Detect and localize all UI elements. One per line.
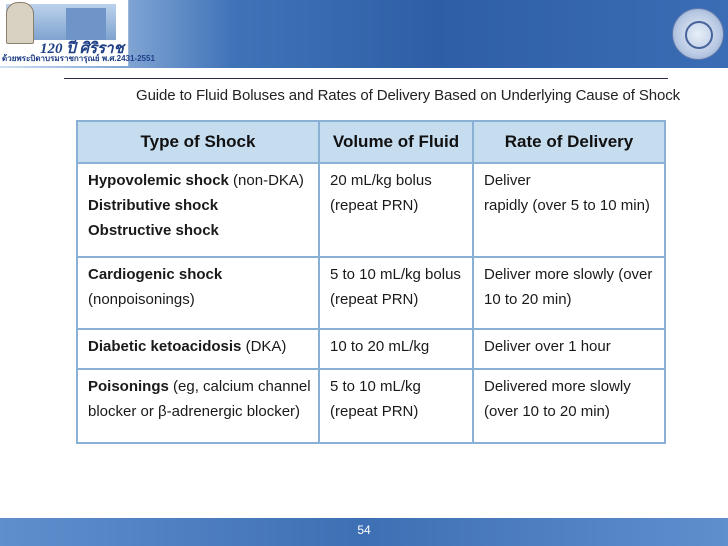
table-row bbox=[77, 369, 665, 443]
logo-subtitle-text: ด้วยพระบิดาบรมราชการุณย์ พ.ศ.2431-2551 bbox=[2, 54, 155, 63]
volume-cell: 5 to 10 mL/kg bolus (repeat PRN) bbox=[319, 257, 473, 329]
table-row bbox=[77, 329, 665, 369]
shock-fluid-table bbox=[76, 120, 666, 444]
rate-cell: Deliver over 1 hour bbox=[473, 329, 665, 369]
footer-bar bbox=[0, 518, 728, 546]
type-cell: Diabetic ketoacidosis (DKA) bbox=[77, 329, 319, 369]
type-cell: Cardiogenic shock (nonpoisonings) bbox=[77, 257, 319, 329]
header-bar bbox=[0, 0, 728, 68]
founder-portrait-image bbox=[6, 2, 34, 44]
header-type-of-shock: Type of Shock bbox=[77, 121, 319, 163]
table-header-row bbox=[77, 121, 665, 163]
volume-cell: 20 mL/kg bolus (repeat PRN) bbox=[319, 163, 473, 257]
volume-cell: 10 to 20 mL/kg bbox=[319, 329, 473, 369]
table-row bbox=[77, 163, 665, 257]
table-row bbox=[77, 257, 665, 329]
logo-brand-text: 120 ปี ศิริราช bbox=[40, 41, 124, 57]
header-rate-of-delivery: Rate of Delivery bbox=[473, 121, 665, 163]
page-number: 54 bbox=[357, 523, 371, 537]
volume-cell: 5 to 10 mL/kg (repeat PRN) bbox=[319, 369, 473, 443]
caption-rule bbox=[64, 78, 668, 79]
rate-cell: Delivered more slowly (over 10 to 20 min) bbox=[473, 369, 665, 443]
siriraj-logo bbox=[0, 0, 155, 66]
table-caption: Guide to Fluid Boluses and Rates of Delivery Based on Underlying Cause of Shock bbox=[136, 87, 681, 104]
type-cell: Poisonings (eg, calcium channel blocker or β-adrenergic blocker) bbox=[77, 369, 319, 443]
rate-cell: Deliver more slowly (over 10 to 20 min) bbox=[473, 257, 665, 329]
rate-cell: Deliver rapidly (over 5 to 10 min) bbox=[473, 163, 665, 257]
header-volume-of-fluid: Volume of Fluid bbox=[319, 121, 473, 163]
university-seal-icon bbox=[672, 8, 724, 60]
type-cell: Hypovolemic shock (non-DKA) Distributive shock Obstructive shock bbox=[77, 163, 319, 257]
